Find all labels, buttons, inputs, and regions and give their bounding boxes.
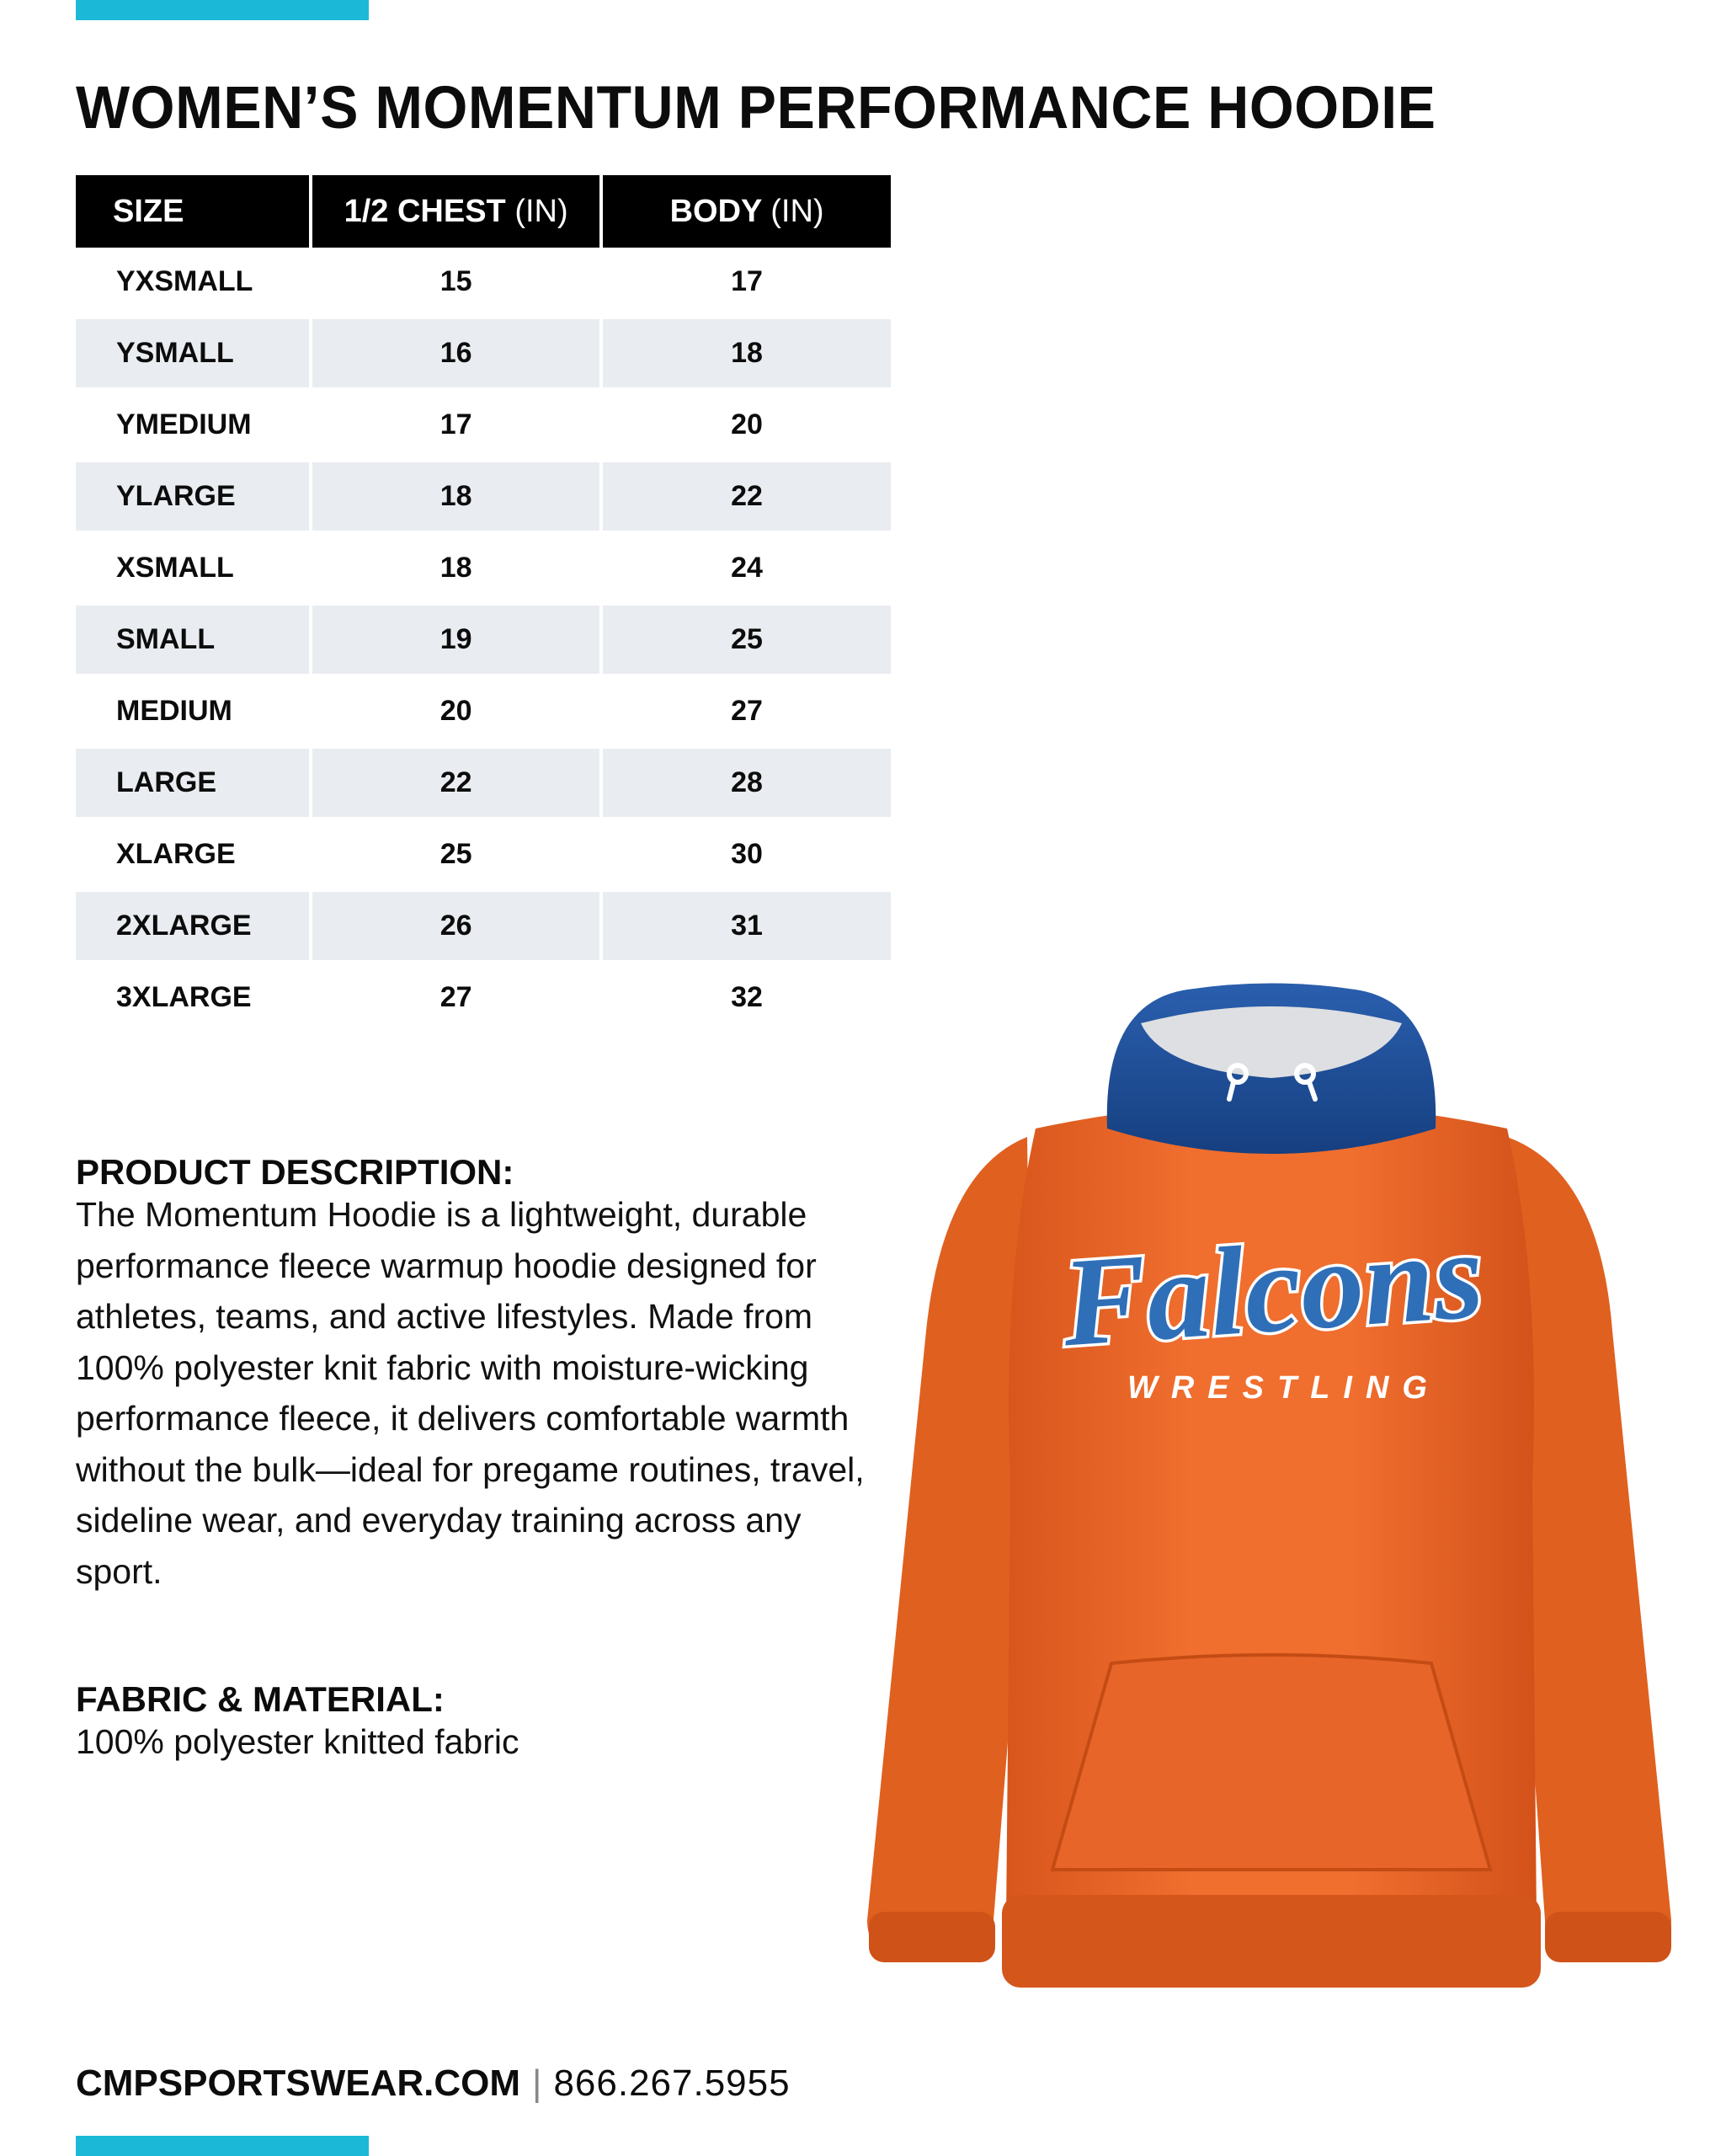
footer-separator: |: [532, 2063, 542, 2104]
chest-cell: 27: [312, 963, 599, 1035]
product-description-text: The Momentum Hoodie is a lightweight, durable performance fleece warmup hoodie designed for athletes, teams, and active lifestyles. Made from 100% polyester knit fabric with moisture-wicking performance fleece, it delivers comfortable warmth without the bulk—ideal for pregame routines, travel, sideline wear, and everyday training across any sport.: [76, 1195, 865, 1591]
right-cuff: [1545, 1912, 1671, 1962]
fabric-heading: FABRIC & MATERIAL:: [76, 1679, 445, 1719]
table-row: [76, 391, 891, 462]
table-row: [76, 319, 891, 391]
fabric-text: 100% polyester knitted fabric: [76, 1722, 519, 1761]
footer-contact: [76, 2058, 791, 2109]
table-row: [76, 248, 891, 319]
chest-cell: 16: [312, 319, 599, 391]
table-row: [76, 749, 891, 820]
body-cell: 18: [603, 319, 891, 391]
body-cell: 32: [603, 963, 891, 1035]
chest-cell: 26: [312, 892, 599, 963]
body-cell: 27: [603, 677, 891, 749]
chest-cell: 18: [312, 462, 599, 534]
product-description-heading: PRODUCT DESCRIPTION:: [76, 1152, 514, 1192]
table-row: [76, 677, 891, 749]
table-row: [76, 534, 891, 606]
chest-cell: 20: [312, 677, 599, 749]
top-accent-bar: [76, 0, 369, 20]
header-size: SIZE: [76, 175, 309, 248]
size-cell: LARGE: [76, 749, 309, 820]
table-header-row: [76, 175, 891, 248]
chest-sub-text: WRESTLING: [1127, 1370, 1441, 1406]
waistband: [1002, 1895, 1541, 1988]
body-cell: 30: [603, 820, 891, 892]
size-cell: XLARGE: [76, 820, 309, 892]
header-chest: 1/2 CHEST (IN): [312, 175, 599, 248]
table-row: [76, 892, 891, 963]
bottom-accent-bar: [76, 2136, 369, 2156]
chest-cell: 19: [312, 606, 599, 677]
body-cell: 31: [603, 892, 891, 963]
size-cell: YSMALL: [76, 319, 309, 391]
sleeve-logo: [889, 1263, 908, 1302]
table-row: [76, 820, 891, 892]
body-cell: 17: [603, 248, 891, 319]
body-cell: 28: [603, 749, 891, 820]
table-row: [76, 963, 891, 1035]
size-cell: YLARGE: [76, 462, 309, 534]
size-cell: SMALL: [76, 606, 309, 677]
header-body: BODY (IN): [603, 175, 891, 248]
chest-script-text: Falcons: [1057, 1203, 1488, 1374]
body-cell: 24: [603, 534, 891, 606]
chest-cell: 15: [312, 248, 599, 319]
chest-cell: 22: [312, 749, 599, 820]
page-title: WOMEN’S MOMENTUM PERFORMANCE HOODIE: [76, 74, 1436, 141]
kangaroo-pocket: [1052, 1655, 1490, 1870]
size-cell: 3XLARGE: [76, 963, 309, 1035]
chest-cell: 17: [312, 391, 599, 462]
size-cell: 2XLARGE: [76, 892, 309, 963]
left-cuff: [869, 1912, 995, 1962]
body-cell: 20: [603, 391, 891, 462]
hoodie-product-image: [850, 977, 1692, 2038]
footer-phone: 866.267.5955: [553, 2063, 791, 2104]
body-cell: 25: [603, 606, 891, 677]
table-row: [76, 606, 891, 677]
size-chart-table: [72, 175, 894, 1035]
left-sleeve: [867, 1137, 1031, 1958]
body-cell: 22: [603, 462, 891, 534]
footer-website[interactable]: CMPSPORTSWEAR.COM: [76, 2063, 520, 2104]
chest-cell: 18: [312, 534, 599, 606]
chest-cell: 25: [312, 820, 599, 892]
size-cell: XSMALL: [76, 534, 309, 606]
size-cell: YMEDIUM: [76, 391, 309, 462]
table-row: [76, 462, 891, 534]
size-cell: YXSMALL: [76, 248, 309, 319]
size-cell: MEDIUM: [76, 677, 309, 749]
